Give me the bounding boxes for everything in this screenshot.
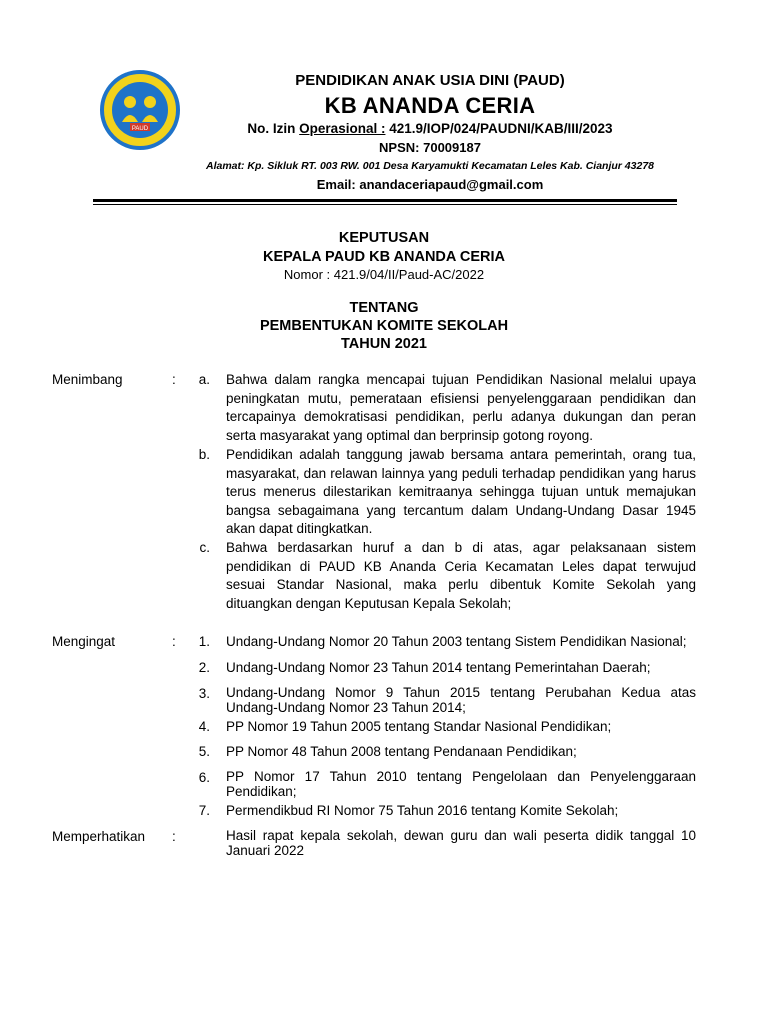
menimbang-item-c: Bahwa berdasarkan huruf a dan b di atas, agar pelaksanaan sistem pendidikan di PAUD KB Ananda Ceria Kecamatan Leles dapat terwujud sesuai Standar Nasional, maka perlu dibentuk Komite Sekolah yang dituangkan dengan Keputusan Kepala Sekolah; — [226, 540, 696, 611]
school-logo — [100, 70, 180, 150]
izin-operasional — [180, 121, 680, 136]
mengingat-mark-5: 5. — [198, 744, 210, 759]
title-tentang: TENTANG — [349, 300, 419, 316]
address: Alamat: Kp. Sikluk RT. 003 RW. 001 Desa Karyamukti Kecamatan Leles Kab. Cianjur 43278 — [206, 160, 654, 172]
mengingat-mark-2: 2. — [198, 660, 210, 675]
menimbang-mark-a: a. — [198, 372, 210, 387]
izin-value: 421.9/IOP/024/PAUDNI/KAB/III/2023 — [389, 121, 613, 136]
menimbang-label: Menimbang — [52, 372, 123, 387]
title-kepala: KEPALA PAUD KB ANANDA CERIA — [263, 249, 505, 265]
title-subject: PEMBENTUKAN KOMITE SEKOLAH — [259, 318, 509, 334]
mengingat-colon: : — [172, 634, 176, 649]
menimbang-item-b: Pendidikan adalah tanggung jawab bersama antara pemerintah, orang tua, masyarakat, dan relawan lainnya yang peduli terhadap pendidikan yang harus terus menerus dilestarikan kemitraanya sehingga tujuan untuk memajukan bangsa sebagaimana yang tercantum dalam Undang-Undang Dasar 1945 akan dapat ditingkatkan. — [226, 447, 696, 536]
mengingat-item-2: Undang-Undang Nomor 23 Tahun 2014 tentang Pemerintahan Daerah; — [226, 660, 651, 675]
school-name: KB ANANDA CERIA — [324, 93, 536, 118]
logo-sub-text: PAUD — [131, 126, 149, 132]
izin-label2: Operasional : — [299, 121, 386, 136]
menimbang-colon: : — [172, 372, 176, 387]
mengingat-mark-4: 4. — [198, 719, 210, 734]
email: Email: anandaceriapaud@gmail.com — [316, 177, 544, 192]
mengingat-item-4: PP Nomor 19 Tahun 2005 tentang Standar Nasional Pendidikan; — [226, 719, 612, 734]
menimbang-mark-c: c. — [199, 540, 210, 555]
mengingat-label: Mengingat — [52, 634, 116, 649]
title-keputusan: KEPUTUSAN — [338, 230, 430, 246]
letterhead-rule-thin — [93, 204, 677, 205]
mengingat-item-3: Undang-Undang Nomor 9 Tahun 2015 tentang Perubahan Kedua atas Undang-Undang Nomor 23 Tahun 2014; — [226, 685, 696, 715]
izin-label: No. Izin — [247, 121, 296, 136]
memperhatikan-colon: : — [172, 829, 176, 844]
title-nomor: Nomor : 421.9/04/II/Paud-AC/2022 — [283, 267, 485, 282]
memperhatikan-label: Memperhatikan — [52, 829, 146, 844]
mengingat-item-5: PP Nomor 48 Tahun 2008 tentang Pendanaan Pendidikan; — [226, 744, 577, 759]
mengingat-item-1: Undang-Undang Nomor 20 Tahun 2003 tentang Sistem Pendidikan Nasional; — [226, 634, 687, 649]
npsn: NPSN: 70009187 — [379, 140, 481, 155]
mengingat-mark-7: 7. — [198, 803, 210, 818]
mengingat-item-7: Permendikbud RI Nomor 75 Tahun 2016 tentang Komite Sekolah; — [226, 803, 619, 818]
title-year: TAHUN 2021 — [341, 336, 427, 352]
mengingat-item-6: PP Nomor 17 Tahun 2010 tentang Pengelolaan dan Penyelenggaraan Pendidikan; — [226, 769, 696, 799]
memperhatikan-text: Hasil rapat kepala sekolah, dewan guru dan wali peserta didik tanggal 10 Januari 2022 — [226, 828, 696, 858]
menimbang-mark-b: b. — [198, 447, 210, 462]
mengingat-mark-6: 6. — [198, 770, 210, 785]
mengingat-mark-3: 3. — [198, 686, 210, 701]
letterhead-line1: PENDIDIKAN ANAK USIA DINI (PAUD) — [295, 72, 565, 89]
letterhead-rule-thick — [93, 199, 677, 202]
menimbang-item-a: Bahwa dalam rangka mencapai tujuan Pendidikan Nasional melalui upaya peningkatan mutu, pemerataan efisiensi penyelenggaraan pendidikan dan tercapainya demokratisasi pendidikan, perlu adanya dukungan dan peran serta masyarakat yang optimal dan berprinsip gotong royong. — [226, 372, 696, 443]
mengingat-mark-1: 1. — [198, 634, 210, 649]
